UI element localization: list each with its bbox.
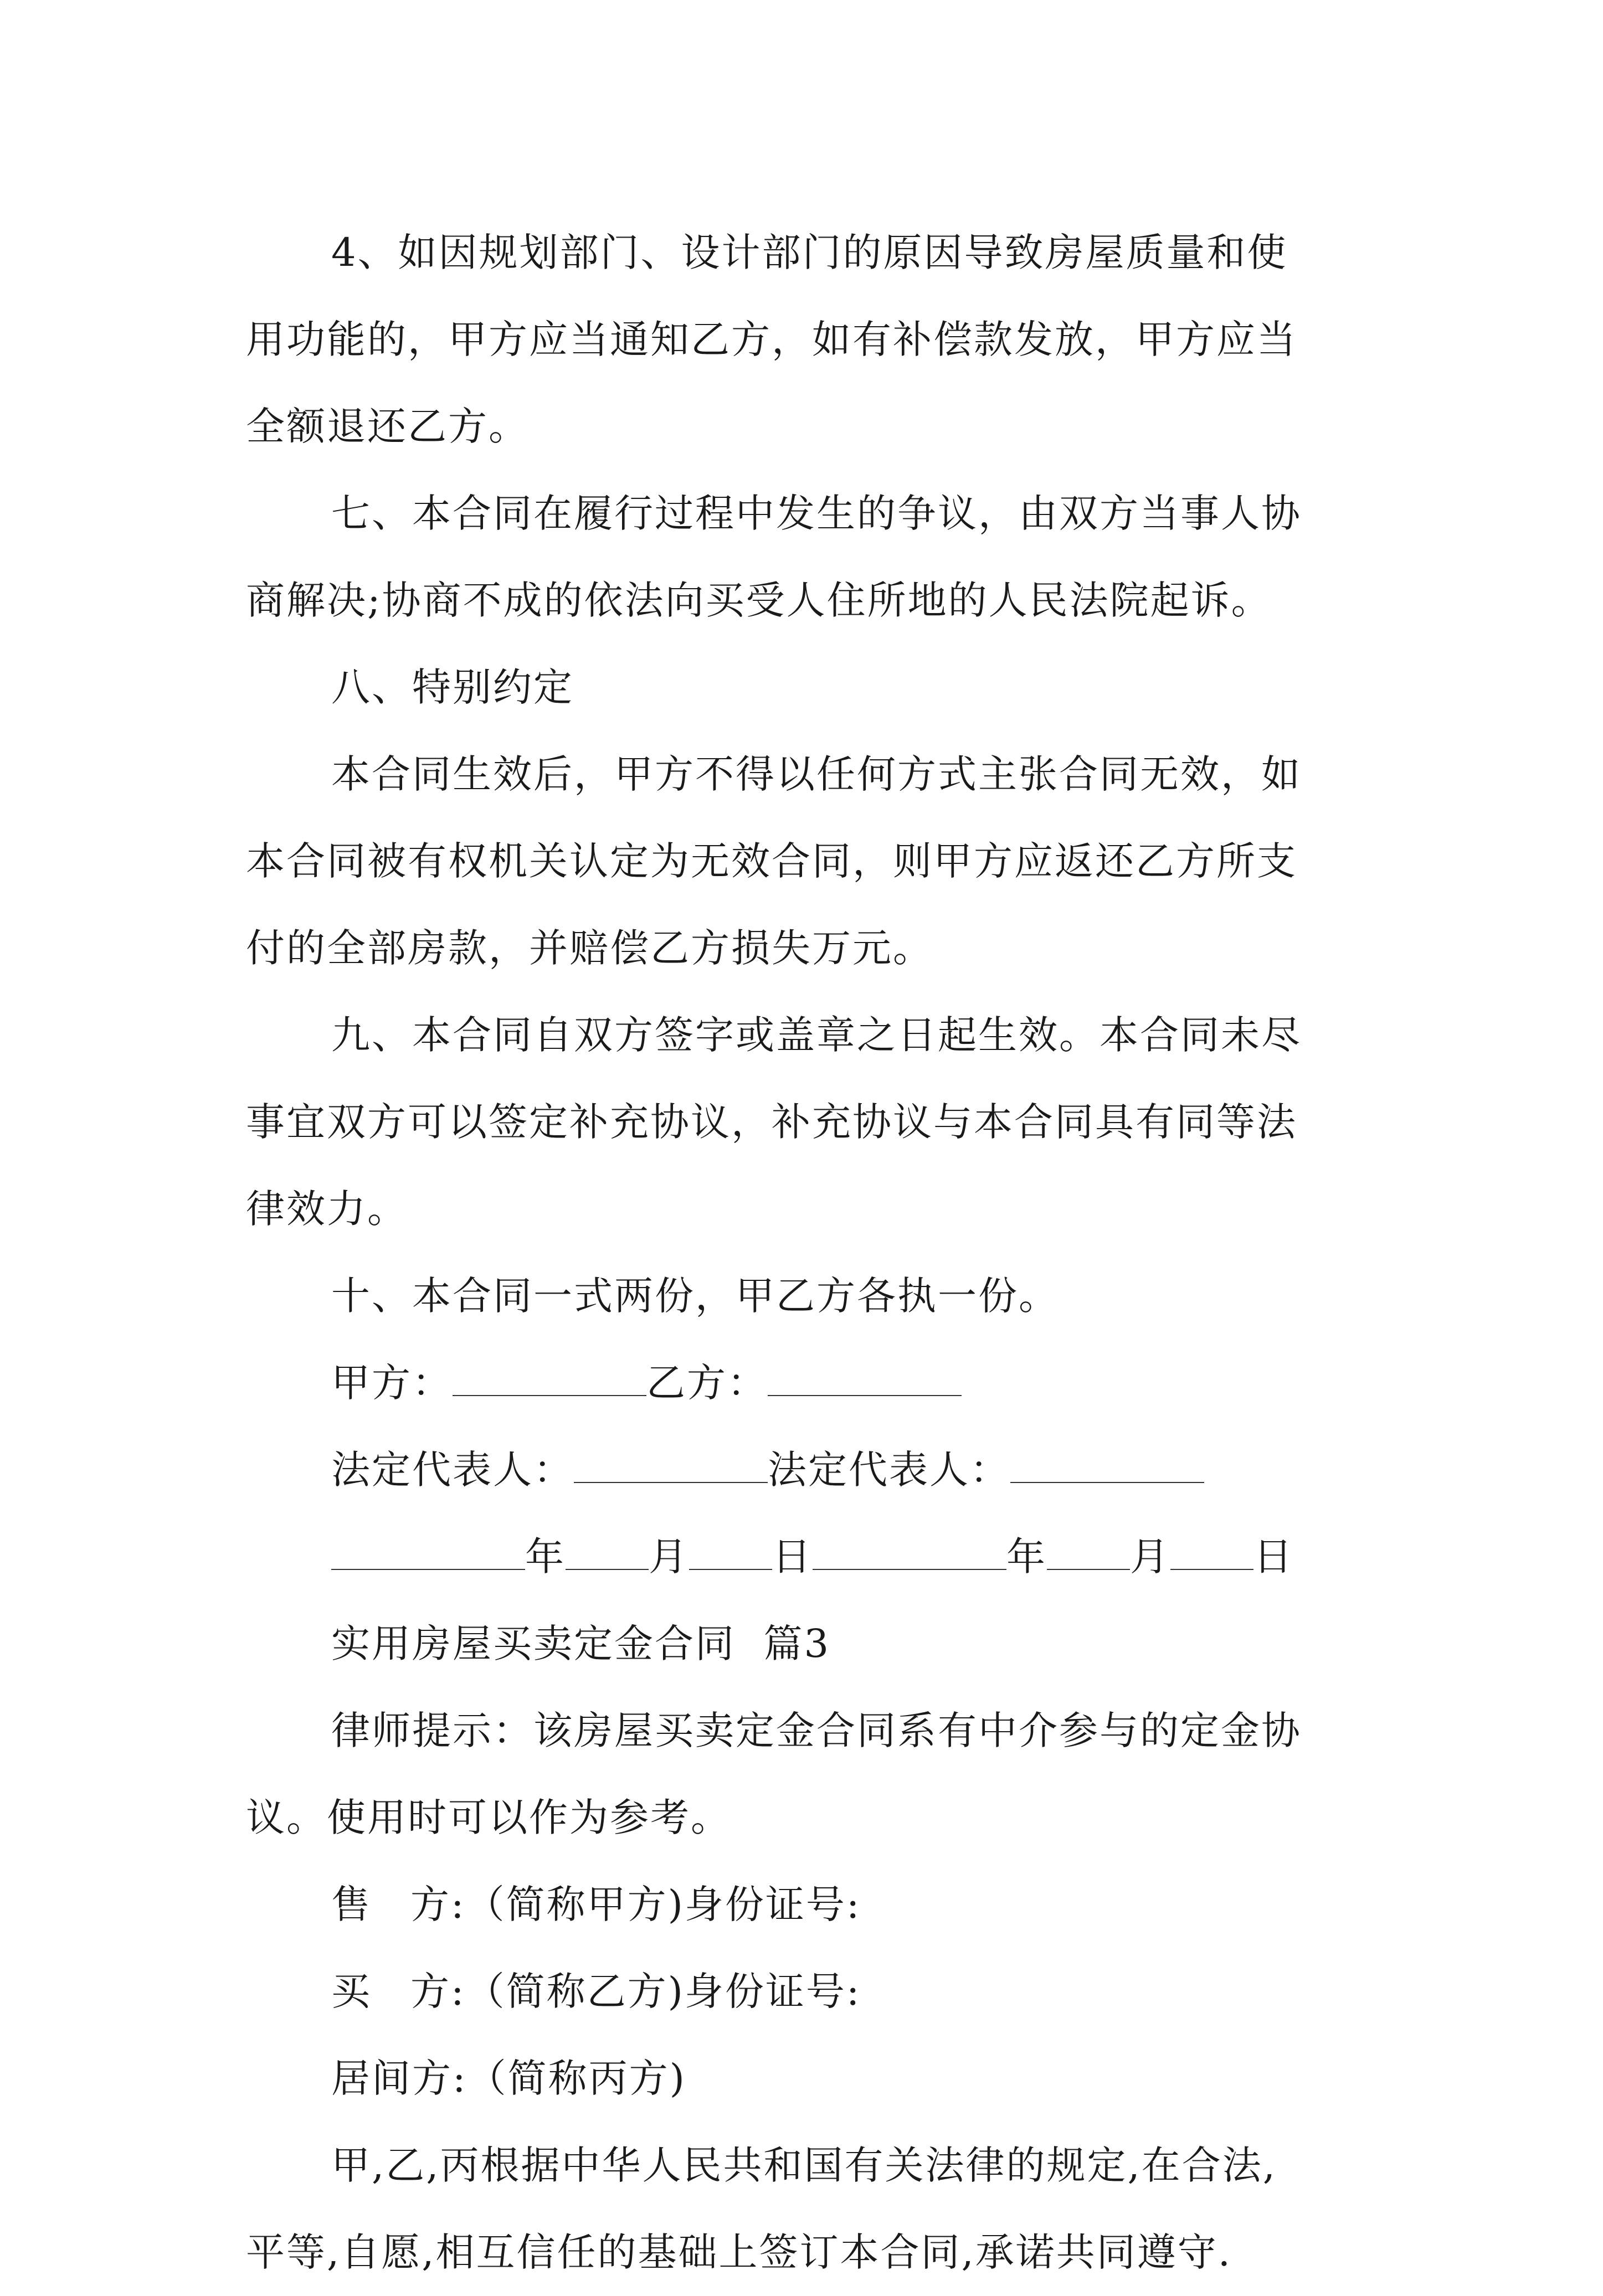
year-label: 年 [525, 1534, 566, 1579]
party-signature-line [246, 1340, 1370, 1427]
paragraph-line: 全额退还乙方。 [246, 404, 529, 449]
month-a-blank [566, 1535, 649, 1570]
rep-a-label: 法定代表人： [331, 1447, 574, 1492]
paragraph-line: 甲,乙,丙根据中华人民共和国有关法律的规定,在合法, [331, 2143, 1277, 2188]
paragraph-line: 本合同被有权机关认定为无效合同，则甲方应返还乙方所支 [246, 838, 1297, 884]
paragraph-line: 4、如因规划部门、设计部门的原因导致房屋质量和使 [331, 230, 1288, 275]
paragraph-line: 平等,自愿,相互信任的基础上签订本合同,承诺共同遵守. [246, 2230, 1232, 2275]
buyer-label-1: 买 [331, 1969, 372, 2014]
rep-b-blank [1010, 1448, 1204, 1483]
seller-line [246, 1861, 1370, 1948]
document-page [246, 209, 1370, 2296]
paragraph-line: 十、本合同一式两份，甲乙方各执一份。 [331, 1273, 1059, 1319]
section-heading: 八、特别约定 [331, 665, 574, 710]
seller-label-1: 售 [331, 1882, 372, 1927]
day-b-blank [1170, 1535, 1253, 1570]
seller-text: （简称甲方)身份证号: [465, 1882, 861, 1927]
rep-a-blank [574, 1448, 768, 1483]
party-a-label: 甲方： [331, 1360, 453, 1406]
agent-text: （简称丙方) [467, 2056, 686, 2101]
party-b-blank [768, 1361, 962, 1396]
paragraph-line: 商解决;协商不成的依法向买受人住所地的人民法院起诉。 [246, 578, 1272, 623]
month-label: 月 [649, 1534, 689, 1579]
contract-title: 实用房屋买卖定金合同 篇3 [331, 1621, 831, 1666]
year-label: 年 [1006, 1534, 1047, 1579]
day-label: 日 [1253, 1534, 1294, 1579]
paragraph-line: 九、本合同自双方签字或盖章之日起生效。本合同未尽 [331, 1012, 1302, 1058]
paragraph-line: 议。使用时可以作为参考。 [246, 1795, 731, 1840]
buyer-label-2: 方: [410, 1969, 466, 2014]
month-label: 月 [1130, 1534, 1170, 1579]
party-b-label: 乙方： [646, 1360, 768, 1406]
paragraph-line: 事宜双方可以签定补充协议，补充协议与本合同具有同等法 [246, 1099, 1297, 1145]
year-a-blank [331, 1535, 525, 1570]
date-line [246, 1513, 1370, 1600]
party-a-blank [453, 1361, 646, 1396]
paragraph-line: 律师提示：该房屋买卖定金合同系有中介参与的定金协 [331, 1708, 1302, 1753]
representative-signature-line [246, 1427, 1370, 1513]
buyer-text: （简称乙方)身份证号: [465, 1969, 861, 2014]
day-a-blank [689, 1535, 772, 1570]
seller-label-2: 方: [410, 1882, 466, 1927]
agent-line [246, 2035, 1370, 2122]
month-b-blank [1047, 1535, 1130, 1570]
day-label: 日 [772, 1534, 813, 1579]
year-b-blank [813, 1535, 1006, 1570]
paragraph-line: 本合同生效后，甲方不得以任何方式主张合同无效，如 [331, 751, 1302, 797]
agent-label: 居间方: [331, 2056, 467, 2101]
paragraph-line: 七、本合同在履行过程中发生的争议，由双方当事人协 [331, 491, 1302, 536]
paragraph-line: 付的全部房款，并赔偿乙方损失万元。 [246, 925, 933, 971]
paragraph-line: 律效力。 [246, 1186, 408, 1232]
buyer-line [246, 1948, 1370, 2035]
rep-b-label: 法定代表人： [768, 1447, 1010, 1492]
paragraph-line: 用功能的，甲方应当通知乙方，如有补偿款发放，甲方应当 [246, 317, 1297, 362]
